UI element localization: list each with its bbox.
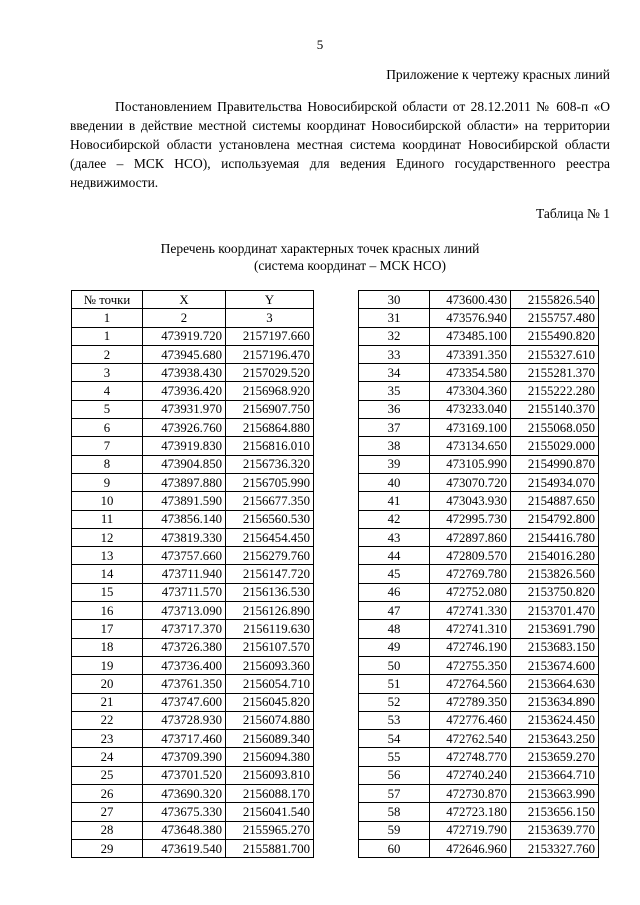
- y-coordinate-cell: 2156041.540: [226, 803, 314, 821]
- x-coordinate-cell: 473931.970: [143, 400, 226, 418]
- x-coordinate-cell: 472769.780: [430, 565, 511, 583]
- table-row: [359, 803, 599, 821]
- x-coordinate-cell: 472764.560: [430, 675, 511, 693]
- y-coordinate-cell: 2155881.700: [226, 839, 314, 857]
- table-row: [72, 547, 314, 565]
- table-row: [72, 803, 314, 821]
- point-number-cell: 56: [359, 766, 430, 784]
- table-row: [359, 327, 599, 345]
- y-coordinate-cell: 2153327.760: [511, 839, 599, 857]
- x-coordinate-cell: 473891.590: [143, 492, 226, 510]
- x-coordinate-cell: 473728.930: [143, 711, 226, 729]
- point-number-cell: 33: [359, 345, 430, 363]
- table-row: [72, 656, 314, 674]
- point-number-cell: 35: [359, 382, 430, 400]
- x-coordinate-cell: 473576.940: [430, 309, 511, 327]
- table-row: [359, 400, 599, 418]
- table-row: [359, 547, 599, 565]
- y-coordinate-cell: 2156126.890: [226, 602, 314, 620]
- table-row: [72, 327, 314, 345]
- y-coordinate-cell: 2155140.370: [511, 400, 599, 418]
- point-number-cell: 16: [72, 602, 143, 620]
- table-row: [72, 785, 314, 803]
- point-number-cell: 19: [72, 656, 143, 674]
- x-coordinate-cell: 473819.330: [143, 528, 226, 546]
- y-coordinate-cell: 2156736.320: [226, 455, 314, 473]
- point-number-cell: 17: [72, 620, 143, 638]
- x-coordinate-cell: 473938.430: [143, 364, 226, 382]
- table-row: [359, 419, 599, 437]
- y-coordinate-cell: 2154416.780: [511, 528, 599, 546]
- table-header-row: [72, 291, 314, 309]
- point-number-cell: 40: [359, 473, 430, 491]
- x-coordinate-cell: 473690.320: [143, 785, 226, 803]
- point-number-cell: 6: [72, 419, 143, 437]
- point-number-cell: 39: [359, 455, 430, 473]
- point-number-cell: 46: [359, 583, 430, 601]
- table-row: [359, 730, 599, 748]
- x-coordinate-cell: 472897.860: [430, 528, 511, 546]
- table-row: [359, 766, 599, 784]
- point-number-cell: 36: [359, 400, 430, 418]
- point-number-cell: 49: [359, 638, 430, 656]
- point-number-cell: 50: [359, 656, 430, 674]
- x-coordinate-cell: 472752.080: [430, 583, 511, 601]
- point-number-cell: 24: [72, 748, 143, 766]
- table-row: [359, 583, 599, 601]
- x-coordinate-cell: 473919.720: [143, 327, 226, 345]
- y-coordinate-cell: 2157196.470: [226, 345, 314, 363]
- y-coordinate-cell: 2156907.750: [226, 400, 314, 418]
- x-coordinate-cell: 473711.570: [143, 583, 226, 601]
- x-coordinate-cell: 472741.330: [430, 602, 511, 620]
- column-number-3: 3: [226, 309, 314, 327]
- point-number-cell: 47: [359, 602, 430, 620]
- y-coordinate-cell: 2153639.770: [511, 821, 599, 839]
- x-coordinate-cell: 473070.720: [430, 473, 511, 491]
- x-coordinate-cell: 473717.460: [143, 730, 226, 748]
- x-coordinate-cell: 473675.330: [143, 803, 226, 821]
- table-row: [359, 839, 599, 857]
- point-number-cell: 52: [359, 693, 430, 711]
- table-row: [359, 510, 599, 528]
- x-coordinate-cell: 472789.350: [430, 693, 511, 711]
- point-number-cell: 7: [72, 437, 143, 455]
- y-coordinate-cell: 2155222.280: [511, 382, 599, 400]
- x-coordinate-cell: 473600.430: [430, 291, 511, 309]
- y-coordinate-cell: 2155029.000: [511, 437, 599, 455]
- x-coordinate-cell: 472755.350: [430, 656, 511, 674]
- point-number-cell: 14: [72, 565, 143, 583]
- table-row: [72, 565, 314, 583]
- x-coordinate-cell: 473856.140: [143, 510, 226, 528]
- table-row: [72, 492, 314, 510]
- x-coordinate-cell: 473713.090: [143, 602, 226, 620]
- point-number-cell: 12: [72, 528, 143, 546]
- y-coordinate-cell: 2155490.820: [511, 327, 599, 345]
- y-coordinate-cell: 2156088.170: [226, 785, 314, 803]
- y-coordinate-cell: 2156136.530: [226, 583, 314, 601]
- point-number-cell: 4: [72, 382, 143, 400]
- y-coordinate-cell: 2156089.340: [226, 730, 314, 748]
- x-coordinate-cell: 473897.880: [143, 473, 226, 491]
- x-coordinate-cell: 473134.650: [430, 437, 511, 455]
- y-coordinate-cell: 2156074.880: [226, 711, 314, 729]
- table-row: [72, 839, 314, 857]
- table-row: [72, 382, 314, 400]
- y-coordinate-cell: 2156968.920: [226, 382, 314, 400]
- x-coordinate-cell: 473936.420: [143, 382, 226, 400]
- x-coordinate-cell: 472776.460: [430, 711, 511, 729]
- x-coordinate-cell: 472730.870: [430, 785, 511, 803]
- y-coordinate-cell: 2154016.280: [511, 547, 599, 565]
- point-number-cell: 18: [72, 638, 143, 656]
- x-coordinate-cell: 472740.240: [430, 766, 511, 784]
- y-coordinate-cell: 2153691.790: [511, 620, 599, 638]
- x-coordinate-cell: 473304.360: [430, 382, 511, 400]
- y-coordinate-cell: 2156094.380: [226, 748, 314, 766]
- point-number-cell: 54: [359, 730, 430, 748]
- header-x: X: [143, 291, 226, 309]
- table-row: [72, 711, 314, 729]
- table-row: [72, 638, 314, 656]
- table-row: [359, 309, 599, 327]
- y-coordinate-cell: 2155068.050: [511, 419, 599, 437]
- table-row: [359, 364, 599, 382]
- coordinates-table-right: [358, 290, 599, 858]
- y-coordinate-cell: 2153701.470: [511, 602, 599, 620]
- y-coordinate-cell: 2153750.820: [511, 583, 599, 601]
- table-row: [72, 620, 314, 638]
- table-title-line2: (система координат – МСК НСО): [253, 258, 447, 273]
- y-coordinate-cell: 2153624.450: [511, 711, 599, 729]
- x-coordinate-cell: 473717.370: [143, 620, 226, 638]
- table-row: [72, 473, 314, 491]
- y-coordinate-cell: 2153826.560: [511, 565, 599, 583]
- table-row: [72, 730, 314, 748]
- y-coordinate-cell: 2153683.150: [511, 638, 599, 656]
- table-row: [359, 565, 599, 583]
- table-row: [359, 602, 599, 620]
- y-coordinate-cell: 2154934.070: [511, 473, 599, 491]
- table-row: [359, 345, 599, 363]
- point-number-cell: 37: [359, 419, 430, 437]
- point-number-cell: 15: [72, 583, 143, 601]
- point-number-cell: 45: [359, 565, 430, 583]
- header-y: Y: [226, 291, 314, 309]
- x-coordinate-cell: 473043.930: [430, 492, 511, 510]
- x-coordinate-cell: 473701.520: [143, 766, 226, 784]
- x-coordinate-cell: 472646.960: [430, 839, 511, 857]
- y-coordinate-cell: 2156045.820: [226, 693, 314, 711]
- x-coordinate-cell: 473926.760: [143, 419, 226, 437]
- y-coordinate-cell: 2156816.010: [226, 437, 314, 455]
- table-row: [359, 821, 599, 839]
- y-coordinate-cell: 2156677.350: [226, 492, 314, 510]
- column-number-row: [72, 309, 314, 327]
- table-row: [72, 766, 314, 784]
- point-number-cell: 34: [359, 364, 430, 382]
- y-coordinate-cell: 2153664.710: [511, 766, 599, 784]
- table-row: [359, 785, 599, 803]
- table-row: [359, 492, 599, 510]
- point-number-cell: 51: [359, 675, 430, 693]
- table-row: [72, 748, 314, 766]
- table-row: [359, 528, 599, 546]
- y-coordinate-cell: 2153656.150: [511, 803, 599, 821]
- y-coordinate-cell: 2156093.360: [226, 656, 314, 674]
- table-row: [359, 656, 599, 674]
- table-number: Таблица № 1: [536, 206, 610, 221]
- point-number-cell: 55: [359, 748, 430, 766]
- table-row: [72, 693, 314, 711]
- table-row: [359, 437, 599, 455]
- point-number-cell: 27: [72, 803, 143, 821]
- x-coordinate-cell: 472809.570: [430, 547, 511, 565]
- y-coordinate-cell: 2153664.630: [511, 675, 599, 693]
- y-coordinate-cell: 2155826.540: [511, 291, 599, 309]
- point-number-cell: 29: [72, 839, 143, 857]
- table-row: [359, 291, 599, 309]
- y-coordinate-cell: 2155281.370: [511, 364, 599, 382]
- x-coordinate-cell: 473233.040: [430, 400, 511, 418]
- x-coordinate-cell: 473919.830: [143, 437, 226, 455]
- x-coordinate-cell: 472741.310: [430, 620, 511, 638]
- y-coordinate-cell: 2157197.660: [226, 327, 314, 345]
- table-row: [359, 693, 599, 711]
- x-coordinate-cell: 473709.390: [143, 748, 226, 766]
- table-row: [359, 711, 599, 729]
- table-row: [72, 602, 314, 620]
- point-number-cell: 3: [72, 364, 143, 382]
- x-coordinate-cell: 473761.350: [143, 675, 226, 693]
- point-number-cell: 26: [72, 785, 143, 803]
- point-number-cell: 28: [72, 821, 143, 839]
- x-coordinate-cell: 472995.730: [430, 510, 511, 528]
- y-coordinate-cell: 2153643.250: [511, 730, 599, 748]
- x-coordinate-cell: 473757.660: [143, 547, 226, 565]
- column-number-2: 2: [143, 309, 226, 327]
- y-coordinate-cell: 2156560.530: [226, 510, 314, 528]
- table-row: [359, 620, 599, 638]
- y-coordinate-cell: 2154792.800: [511, 510, 599, 528]
- table-row: [359, 638, 599, 656]
- point-number-cell: 43: [359, 528, 430, 546]
- table-row: [359, 455, 599, 473]
- point-number-cell: 5: [72, 400, 143, 418]
- table-row: [72, 364, 314, 382]
- point-number-cell: 23: [72, 730, 143, 748]
- table-title: [0, 240, 640, 274]
- y-coordinate-cell: 2156705.990: [226, 473, 314, 491]
- x-coordinate-cell: 473904.850: [143, 455, 226, 473]
- x-coordinate-cell: 472746.190: [430, 638, 511, 656]
- point-number-cell: 42: [359, 510, 430, 528]
- table-row: [359, 748, 599, 766]
- x-coordinate-cell: 473648.380: [143, 821, 226, 839]
- x-coordinate-cell: 473747.600: [143, 693, 226, 711]
- table-row: [72, 437, 314, 455]
- y-coordinate-cell: 2156054.710: [226, 675, 314, 693]
- y-coordinate-cell: 2153659.270: [511, 748, 599, 766]
- table-row: [72, 400, 314, 418]
- point-number-cell: 22: [72, 711, 143, 729]
- point-number-cell: 31: [359, 309, 430, 327]
- y-coordinate-cell: 2153674.600: [511, 656, 599, 674]
- x-coordinate-cell: 473105.990: [430, 455, 511, 473]
- point-number-cell: 44: [359, 547, 430, 565]
- table-title-line1: Перечень координат характерных точек красных линий: [160, 241, 480, 256]
- table-row: [72, 510, 314, 528]
- point-number-cell: 53: [359, 711, 430, 729]
- y-coordinate-cell: 2157029.520: [226, 364, 314, 382]
- table-row: [72, 419, 314, 437]
- column-number-1: 1: [72, 309, 143, 327]
- point-number-cell: 38: [359, 437, 430, 455]
- table-row: [72, 528, 314, 546]
- x-coordinate-cell: 473945.680: [143, 345, 226, 363]
- point-number-cell: 60: [359, 839, 430, 857]
- point-number-cell: 57: [359, 785, 430, 803]
- appendix-title: Приложение к чертежу красных линий: [386, 67, 610, 82]
- point-number-cell: 13: [72, 547, 143, 565]
- x-coordinate-cell: 472762.540: [430, 730, 511, 748]
- coordinates-table-left: [71, 290, 314, 858]
- y-coordinate-cell: 2156107.570: [226, 638, 314, 656]
- y-coordinate-cell: 2155965.270: [226, 821, 314, 839]
- table-row: [72, 455, 314, 473]
- table-row: [72, 675, 314, 693]
- y-coordinate-cell: 2156119.630: [226, 620, 314, 638]
- x-coordinate-cell: 473354.580: [430, 364, 511, 382]
- table-row: [359, 473, 599, 491]
- x-coordinate-cell: 473711.940: [143, 565, 226, 583]
- y-coordinate-cell: 2154887.650: [511, 492, 599, 510]
- point-number-cell: 1: [72, 327, 143, 345]
- y-coordinate-cell: 2155327.610: [511, 345, 599, 363]
- point-number-cell: 32: [359, 327, 430, 345]
- point-number-cell: 30: [359, 291, 430, 309]
- point-number-cell: 20: [72, 675, 143, 693]
- table-row: [359, 382, 599, 400]
- point-number-cell: 8: [72, 455, 143, 473]
- intro-paragraph: Постановлением Правительства Новосибирской области от 28.12.2011 № 608-п «О введении в действие местной системы координат Новосибирской области» на территории Новосибирской области установлена местная система координат Новосибирской области (далее – МСК НСО), используемая для ведения Единого государственного реестра недвижимости.: [70, 99, 610, 190]
- x-coordinate-cell: 473736.400: [143, 656, 226, 674]
- page-number: 5: [316, 37, 324, 52]
- y-coordinate-cell: 2156093.810: [226, 766, 314, 784]
- point-number-cell: 21: [72, 693, 143, 711]
- y-coordinate-cell: 2155757.480: [511, 309, 599, 327]
- point-number-cell: 25: [72, 766, 143, 784]
- table-row: [72, 821, 314, 839]
- x-coordinate-cell: 472719.790: [430, 821, 511, 839]
- x-coordinate-cell: 473169.100: [430, 419, 511, 437]
- point-number-cell: 9: [72, 473, 143, 491]
- y-coordinate-cell: 2156864.880: [226, 419, 314, 437]
- y-coordinate-cell: 2153663.990: [511, 785, 599, 803]
- y-coordinate-cell: 2156454.450: [226, 528, 314, 546]
- point-number-cell: 59: [359, 821, 430, 839]
- table-row: [72, 345, 314, 363]
- table-row: [72, 583, 314, 601]
- table-row: [359, 675, 599, 693]
- x-coordinate-cell: 473726.380: [143, 638, 226, 656]
- point-number-cell: 58: [359, 803, 430, 821]
- x-coordinate-cell: 473619.540: [143, 839, 226, 857]
- point-number-cell: 41: [359, 492, 430, 510]
- y-coordinate-cell: 2156279.760: [226, 547, 314, 565]
- y-coordinate-cell: 2156147.720: [226, 565, 314, 583]
- point-number-cell: 11: [72, 510, 143, 528]
- y-coordinate-cell: 2153634.890: [511, 693, 599, 711]
- point-number-cell: 2: [72, 345, 143, 363]
- y-coordinate-cell: 2154990.870: [511, 455, 599, 473]
- x-coordinate-cell: 473485.100: [430, 327, 511, 345]
- point-number-cell: 10: [72, 492, 143, 510]
- x-coordinate-cell: 472748.770: [430, 748, 511, 766]
- x-coordinate-cell: 472723.180: [430, 803, 511, 821]
- point-number-cell: 48: [359, 620, 430, 638]
- header-point-number: № точки: [72, 291, 143, 309]
- x-coordinate-cell: 473391.350: [430, 345, 511, 363]
